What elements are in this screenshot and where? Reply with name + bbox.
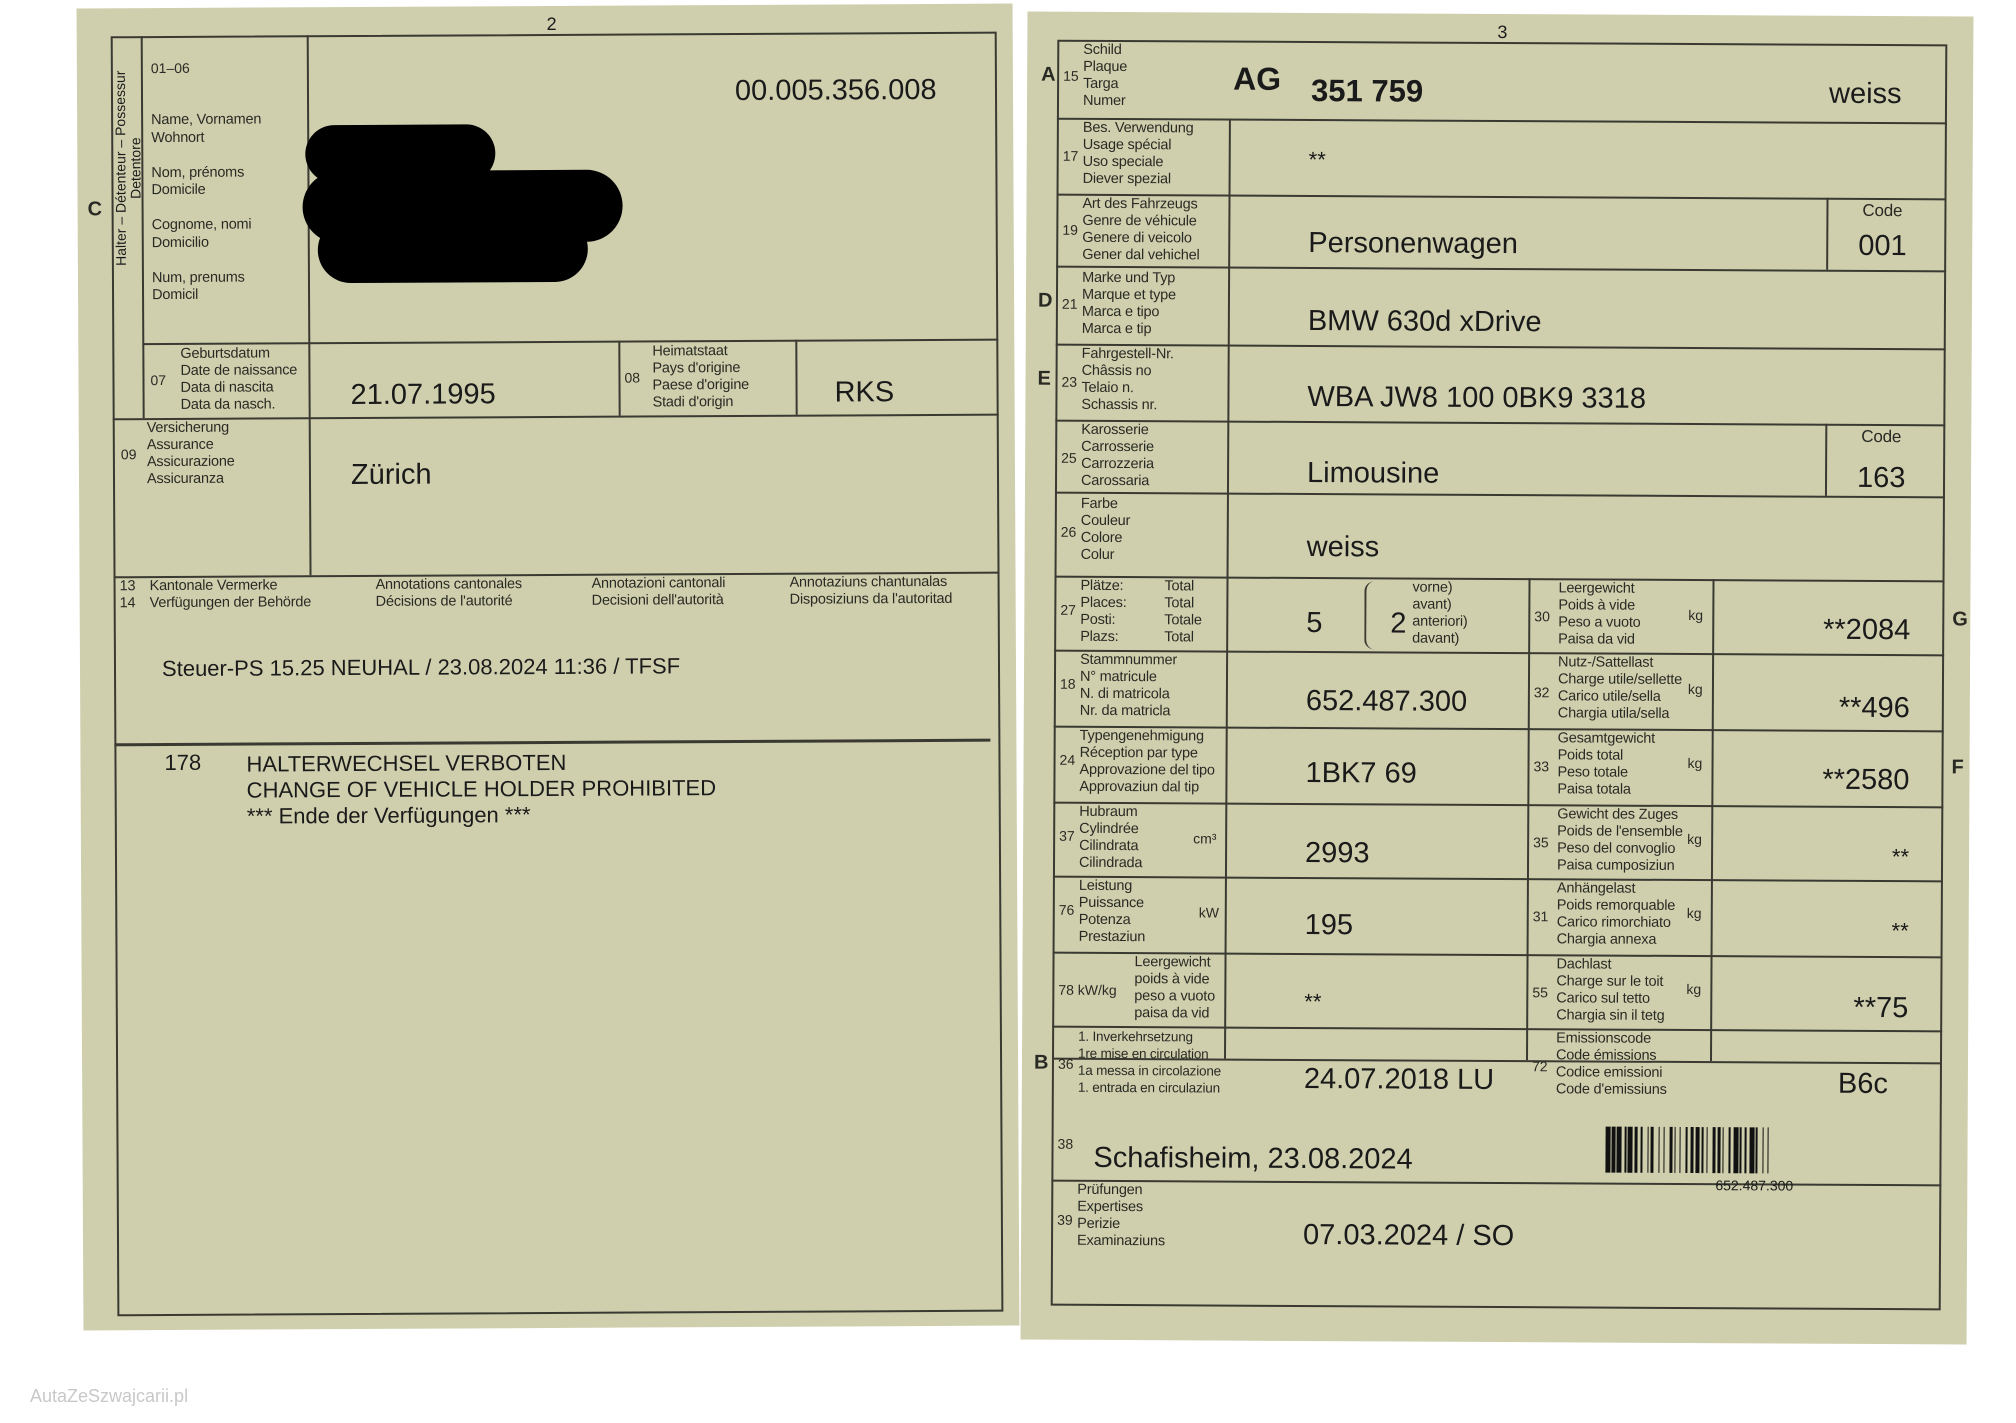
divider [1826,198,1828,270]
field-36-number: 36 [1057,1055,1074,1072]
page-number: 2 [546,13,557,34]
field-33-unit: kg [1687,754,1703,772]
field-31-label: Anhängelast Poids remorquable Carico rimorchiato Chargia annexa [1556,880,1676,948]
barcode-bar [1617,1127,1622,1173]
barcode-bar [1767,1127,1769,1173]
field-07-label: Geburtsdatum Date de naissance Data di nascita Data da nasch. [180,345,298,413]
field-32-label: Nutz-/Sattellast Charge utile/sellette Carico utile/sella Chargia utila/sella [1557,654,1683,722]
barcode-bar [1717,1127,1720,1173]
field-21-number: 21 [1061,295,1078,312]
barcode-bar [1745,1127,1747,1173]
emission-code: B6c [1837,1067,1888,1101]
plate-number: 351 759 [1310,73,1424,109]
divider [1825,424,1827,496]
field-25-number: 25 [1061,449,1077,466]
displacement: 2993 [1304,836,1370,870]
barcode-bar [1612,1127,1615,1173]
field-76-unit: kW [1198,904,1220,921]
power: 195 [1304,908,1354,942]
field-30-number: 30 [1534,608,1550,625]
roof-load: **75 [1853,991,1909,1025]
issue-place-date: Schafisheim, 23.08.2024 [1093,1141,1413,1176]
left-page [77,4,1020,1331]
type-approval: 1BK7 69 [1305,756,1417,790]
chassis-number: WBA JW8 100 0BK9 3318 [1307,381,1647,415]
field-24-number: 24 [1059,751,1076,768]
field-08-label: Heimatstaat Pays d'origine Paese d'origine Stadi d'origin [652,343,750,411]
field-26-label: Farbe Couleur Colore Colur [1080,495,1131,563]
field-78-label: Leergewicht poids à vide peso a vuoto paisa da vid [1134,954,1216,1022]
barcode-bar [1762,1127,1764,1173]
seats-brace [1364,581,1380,649]
holder-id-number: 00.005.356.008 [734,73,937,108]
gross-weight: **2580 [1822,763,1910,797]
plate-canton: AG [1233,60,1282,97]
color: weiss [1306,531,1380,564]
field-30-unit: kg [1688,607,1704,624]
field-72-label: Emissionscode Code émissions Codice emissioni Code d'emissiuns [1555,1030,1667,1098]
barcode-bar [1729,1127,1731,1173]
seats-total: 5 [1306,607,1323,640]
barcode-bar [1749,1127,1754,1173]
field-35-unit: kg [1687,830,1702,848]
barcode-bar [1740,1127,1742,1173]
seats-front-label: vorne) avant) anteriori) davant) [1412,579,1468,647]
insurance: Zürich [350,458,432,492]
payload: **496 [1838,691,1910,725]
field-39-label: Prüfungen Expertises Perizie Examinaziuns [1077,1181,1165,1250]
field-76-label: Leistung Puissance Potenza Prestaziun [1078,877,1146,946]
country-of-origin: RKS [834,376,895,409]
field-78-number: 78 kW/kg [1058,981,1117,999]
field-37-label: Hubraum Cylindrée Cilindrata Cilindrada [1078,803,1143,872]
watermark: AutaZeSzwajcarii.pl [30,1386,189,1406]
field-07-number: 07 [150,371,167,389]
field-32-unit: kg [1687,681,1703,698]
right-page [1021,12,1974,1345]
field-19-number: 19 [1062,221,1078,238]
barcode-bar [1722,1127,1724,1173]
field-01-number: 01–06 [150,59,190,77]
page-number: 3 [1497,21,1508,43]
annotations-col-rm: Annotaziuns chantunalas Disposiziuns da l'autoritad [789,573,953,608]
side-letter-a: A [1041,63,1056,86]
barcode-bar [1628,1127,1633,1173]
barcode-bar [1685,1127,1687,1173]
field-33-label: Gesamtgewicht Poids total Peso totale Paisa totala [1557,730,1656,798]
plate-color: weiss [1828,77,1902,111]
field-18-label: Stammnummer N° matricule N. di matricola Nr. da matricla [1079,651,1178,720]
field-25-label: Karosserie Carrosserie Carrozzeria Carossaria [1080,421,1154,490]
side-letter-g: G [1952,608,1968,631]
power-to-weight: ** [1304,988,1322,1015]
note-line-1: HALTERWECHSEL VERBOTEN [246,749,567,777]
barcode-bar [1733,1127,1738,1173]
barcode-bar [1663,1127,1665,1173]
side-letter-d: D [1037,289,1053,312]
field-27-label: Plätze: Places: Posti: Plazs: [1080,577,1127,646]
field-15-number: 15 [1063,67,1079,84]
field-32-number: 32 [1533,684,1550,701]
barcode-bar [1713,1127,1716,1173]
birth-date: 21.07.1995 [350,378,496,412]
field-36-label: 1. Inverkehrsetzung 1re mise en circulation 1a messa in circolazione 1. entrada en circulaziun [1077,1028,1222,1096]
field-31-number: 31 [1532,908,1549,925]
field-55-number: 55 [1532,984,1548,1001]
field-15-label: Schild Plaque Targa Numer [1082,41,1128,110]
field-37-number: 37 [1059,827,1075,844]
divider [618,341,620,416]
barcode-bar [1625,1127,1627,1173]
first-registration: 24.07.2018 LU [1303,1062,1495,1096]
barcode-bar [1650,1127,1653,1173]
field-31-unit: kg [1686,904,1702,922]
side-letter-e: E [1037,367,1051,390]
barcode-bar [1647,1127,1649,1173]
field-38-number: 38 [1057,1135,1074,1152]
barcode-bar [1658,1127,1660,1173]
inspection-date: 07.03.2024 / SO [1302,1218,1515,1253]
code-label: Code [1862,200,1903,221]
field-30-label: Leergewicht Poids à vide Peso a vuoto Paisa da vid [1558,580,1641,648]
vehicle-type-code: 001 [1858,229,1907,263]
barcode-number: 652.487.300 [1715,1177,1794,1194]
master-number: 652.487.300 [1305,684,1468,718]
seats-total-label: Total Total Totale Total [1164,578,1202,646]
towing-capacity: ** [1891,918,1909,944]
field-35-label: Gewicht des Zuges Poids de l'ensemble Peso del convoglio Paisa cumposiziun [1556,806,1683,874]
field-37-unit: cm³ [1193,830,1217,847]
field-08-number: 08 [624,369,641,386]
divider [795,340,797,415]
side-letter-f: F [1951,756,1964,779]
code-178: 178 [164,749,202,776]
field-35-number: 35 [1533,834,1549,851]
side-letter-c: C [87,198,103,221]
note-line-3: *** Ende der Verfügungen *** [246,802,531,829]
curb-weight: **2084 [1823,613,1911,647]
barcode-bar [1701,1127,1703,1173]
body-type-code: 163 [1856,461,1906,495]
annotations-col-it: Annotazioni cantonali Decisioni dell'autorità [591,575,726,609]
field-76-number: 76 [1058,901,1075,918]
barcode-bar [1706,1127,1708,1173]
special-use: ** [1308,147,1326,173]
annotations-col-de: Kantonale Vermerke Verfügungen der Behörde [149,577,312,612]
combination-weight: ** [1891,844,1910,870]
barcode-bar [1695,1127,1700,1173]
barcode [1605,1127,1923,1175]
field-23-label: Fahrgestell-Nr. Châssis no Telaio n. Schassis nr. [1081,345,1174,414]
field-21-label: Marke und Typ Marque et type Marca e tipo Marca e tip [1081,269,1176,338]
field-09-number: 09 [120,446,137,463]
seats-front: 2 [1390,607,1407,640]
tax-note: Steuer-PS 15.25 NEUHAL / 23.08.2024 11:36 / TFSF [161,653,681,682]
body-type: Limousine [1306,457,1440,490]
field-19-label: Art des Fahrzeugs Genre de véhicule Genere di veicolo Gener dal vehichel [1082,195,1200,264]
barcode-bar [1679,1127,1681,1173]
field-72-number: 72 [1531,1058,1548,1075]
field-26-number: 26 [1060,523,1077,540]
annotations-col-fr: Annotations cantonales Décisions de l'autorité [375,576,522,610]
field-27-number: 27 [1060,601,1076,618]
barcode-bar [1690,1127,1693,1173]
code-label: Code [1861,426,1902,447]
field-17-label: Bes. Verwendung Usage spécial Uso speciale Diever spezial [1082,119,1194,188]
barcode-bar [1674,1127,1676,1173]
field-01-labels: Name, Vornamen Wohnort Nom, prénoms Domicile Cognome, nomi Domicilio Num, prenums Domicil [151,111,262,304]
note-line-2: CHANGE OF VEHICLE HOLDER PROHIBITED [246,775,717,803]
field-24-label: Typengenehmigung Réception par type Approvazione del tipo Approvaziun dal tip [1079,727,1215,796]
make-and-model: BMW 630d xDrive [1307,305,1542,339]
field-33-number: 33 [1533,758,1550,775]
redacted-name [318,216,588,283]
field-17-number: 17 [1062,147,1079,164]
field-55-label: Dachlast Charge sur le toit Carico sul tetto Chargia sin il tetg [1556,956,1665,1024]
barcode-bar [1605,1127,1610,1173]
barcode-bar [1641,1127,1643,1173]
field-18-number: 18 [1059,675,1076,692]
barcode-bar [1634,1127,1637,1173]
field-23-number: 23 [1061,373,1078,390]
barcode-bar [1669,1127,1672,1173]
field-09-label: Versicherung Assurance Assicurazione Assicuranza [146,419,235,488]
field-13-14-number: 13 14 [119,578,136,612]
side-letter-b: B [1033,1051,1049,1074]
field-55-unit: kg [1686,980,1702,998]
holder-side-label: Halter – Détenteur – Possessur Detentore [111,70,144,266]
barcode-bar [1756,1127,1758,1173]
field-39-number: 39 [1057,1211,1073,1228]
vehicle-type: Personenwagen [1308,227,1518,261]
